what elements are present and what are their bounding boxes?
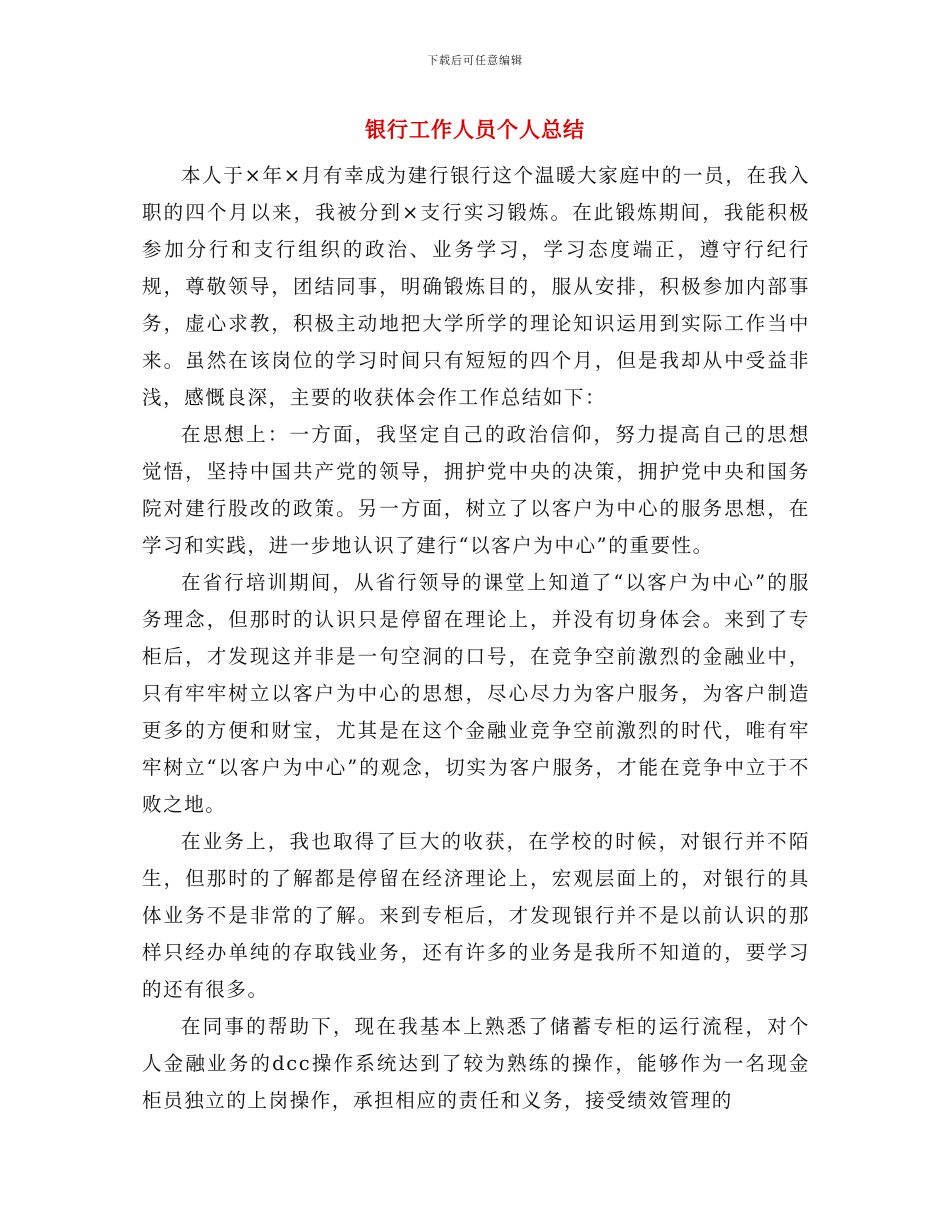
paragraph-5: 在同事的帮助下，现在我基本上熟悉了储蓄专柜的运行流程，对个人金融业务的dcc操作系统达到了较为熟练的操作，能够作为一名现金柜员独立的上岗操作，承担相应的责任和义务，接受绩效管理的 [142, 1015, 810, 1112]
paragraph-1: 本人于×年×月有幸成为建行银行这个温暖大家庭中的一员，在我入职的四个月以来，我被分到×支行实习锻炼。在此锻炼期间，我能积极参加分行和支行组织的政治、业务学习，学习态度端正，遵守行纪行规，尊敬领导，团结同事，明确锻炼目的，服从安排，积极参加内部事务，虚心求教，积极主动地把大学所学的理论知识运用到实际工作当中来。虽然在该岗位的学习时间只有短短的四个月，但是我却从中受益非浅，感慨良深，主要的收获体会作工作总结如下： [142, 164, 810, 409]
document-title: 银行工作人员个人总结 [365, 117, 585, 142]
paragraph-4: 在业务上，我也取得了巨大的收获，在学校的时候，对银行并不陌生，但那时的了解都是停留在经济理论上，宏观层面上的，对银行的具体业务不是非常的了解。来到专柜后，才发现银行并不是以前认识的那样只经办单纯的存取钱业务，还有许多的业务是我所不知道的，要学习的还有很多。 [142, 830, 810, 1001]
paragraph-3: 在省行培训期间，从省行领导的课堂上知道了“以客户为中心”的服务理念，但那时的认识只是停留在理论上，并没有切身体会。来到了专柜后，才发现这并非是一句空洞的口号，在竞争空前激烈的金融业中，只有牢牢树立以客户为中心的思想，尽心尽力为客户服务，为客户制造更多的方便和财宝，尤其是在这个金融业竞争空前激烈的时代，唯有牢牢树立“以客户为中心”的观念，切实为客户服务，才能在竞争中立于不败之地。 [142, 571, 810, 816]
document-body [142, 157, 810, 1119]
paragraph-2: 在思想上：一方面，我坚定自己的政治信仰，努力提高自己的思想觉悟，坚持中国共产党的领导，拥护党中央的决策，拥护党中央和国务院对建行股改的政策。另一方面，树立了以客户为中心的服务思想，在学习和实践，进一步地认识了建行“以客户为中心”的重要性。 [142, 423, 810, 557]
page-header: 下载后可任意编辑 [427, 54, 523, 67]
